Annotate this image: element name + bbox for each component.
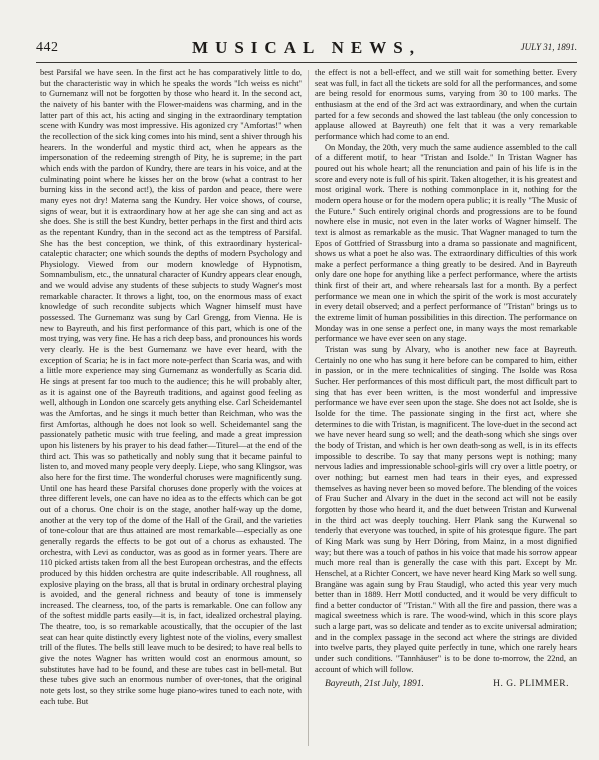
article-signoff — [315, 679, 577, 690]
dateline: Bayreuth, 21st July, 1891. — [325, 679, 424, 690]
page-number: 442 — [36, 40, 59, 55]
right-column — [315, 68, 577, 748]
page-header — [36, 26, 577, 56]
article-paragraph: the effect is not a bell-effect, and we still wait for something better. Every seat was full, in fact all the tickets are sold for all the performances, and some are being resold for enormous sums, varying from 30 to 100 marks. The enthusiasm at the end of the 3rd act was extraordinary, and when the curtain parted for a few seconds and showed the last tableau (the only concession to applause allowed at Bayreuth) one felt that it was a very remarkable performance which had come to an end. — [315, 68, 577, 141]
journal-title: MUSICAL NEWS, — [192, 38, 421, 57]
column-divider — [308, 70, 309, 746]
article-paragraph: Tristan was sung by Alvary, who is another new face at Bayreuth. Certainly no one who has sung it here before can be compared to him, either in passion, or in the mere technicalities of singing. The Isolde was Rosa Sucher. Her performances of this most difficult part, the most difficult part to sing that has ever been written, is the most wonderful and impressive performance we have ever seen upon the stage. She does not act Isolde, she is Isolde for the time. The passionate singing in the first act, where she determines to die with Tristan, is magnificent. The love-duet in the second act we have never heard sung so well; and the death-song which she sings over the body of Tristan, and which is her own death-song as well, is in its effects impossible to describe. To say that many persons wept is nothing; many nervous ladies and impressionable school-girls will cry over a little poetry, or over nothing; but earnest men had tears in their eyes, and expressed themselves as having never been so moved before. The blending of the voices of Frau Sucher and Alvary in the duet in the second act will not be easily forgotten by those who heard it, and the duet between Tristan and Kurwenal in the third act was deeply touching. Herr Plank sang the Kurwenal so tenderly that everyone was touched, in spite of his grotesque figure. The part of King Mark was sung by Herr Döring, from Mainz, in a most dignified way; but there was a touch of pathos in his voice that made his sorrow appear much more real than is generally the case with this part. Except by Mr. Henschel, at a Richter Concert, we have never heard King Mark so well sung. Brangäne was again sung by Frau Staudigl, who acted this year very much better than in 1889. Herr Mottl conducted, and it would be very difficult to find a better conductor of "Tristan." With all the fire and passion, there was a magical sweetness which is rare. The wood-wind, which in this score plays such a large part, was so delicate and tender as to excite universal admiration; and in the complex passage in the second act where the strings are divided into twelve parts, they played quite perfectly in tune, which one rarely hears under such conditions. "Tannhäuser" is to be done to-morrow, the 22nd, an account of which will follow. — [315, 345, 577, 674]
left-column — [40, 68, 302, 748]
author-signature: H. G. PLIMMER. — [493, 679, 569, 690]
header-rule — [36, 62, 577, 63]
issue-date: JULY 31, 1891. — [520, 42, 577, 52]
article-paragraph: On Monday, the 20th, very much the same audience assembled to the call of a different motif, to hear "Tristan and Isolde." In Tristan Wagner has poured out his whole heart; all the renunciation and pain of his life is in the score and every note is full of his spirit. Taken altogether, it is his greatest and most original work. There is nothing commonplace in it, nothing for the modern opera house or for the modern opera public; it is really "The Music of the Future." Such entirely original chords and progressions are to be found nowhere else in music, not even in the later works of Wagner himself. The text is almost as remarkable as the music. That Wagner managed to turn the Epos of Gottfried of Strassburg into a drama so passionate and magnificent, shows us what a poet he also was. The extraordinary difficulties of this work make a perfect performance a thing greatly to be desired. And in Bayreuth only dare one hope for anything like a perfect performance, where the artists think first of their art, and where rehearsals last for a month. By a perfect performance we mean one in which the spirit of the work is most accurately in every detail observed; and a perfect performance of "Tristan" brings us to the extreme limit of human possibilities in this direction. The performance on Monday was in one sense a perfect one, in many ways the most remarkable performance we have ever seen on any stage. — [315, 142, 577, 344]
article-paragraph: best Parsifal we have seen. In the first act he has comparatively little to do, but the characteristic way in which he speaks the words "Ich weiss es nicht" to Gurnemanz will not be forgotten by those who heard it. In the second act, the naivety of his banter with the Flower-maidens was charming, and in the latter part of this act, his acting and singing in the extraordinary temptation scene with Kundry was most impressive. His agonized cry "Amfortas!" when the recollection of the sick king comes into his mind, sent a shiver through his hearers. In the wonderful and mystic third act, when he appears as the impersonation of the redeeming strength of Pity, he is supreme; in the part which ends with the pardon of Kundry, there are tears in his voice, and at the culminating point where he kisses her on the brow (what a contrast to her burning kiss in the second act!), the kiss of pardon and peace, there were many eyes not dry! Materna sang the Kundry. Her voice shows, of course, signs of wear, but it is extraordinary how at her age she can sing and act as she does. She is still the best Kundry, better perhaps in the first and third acts as the repentant Kundry, than in the second act as the temptress of Parsifal. She has the best conception, we think, of this extraordinary hysterical-cataleptic character; one which sounds the depths of modern Psychology and Physiology. Viewed from our modern knowledge of Hypnotism, Somnambulism, etc., the unnatural character of Kundry appears clear enough, and we would advise any students of these subjects to study Wagner's most remarkable character. It throws a light, too, on the enormous mass of exact knowledge of such recondite subjects which Wagner himself must have possessed. The Gurnemanz was sung by Carl Grengg, from Vienna. He is new to Bayreuth, and his first performance of this part, which is one of the most trying, was very fine. He has a rich deep bass, and pronounces his words very clearly. He is the best Gurnemanz we have ever heard, with the exception of Scaria; he is in fact more note-perfect than Scaria was, and with a little more experience may sing Gurnemanz as wonderfully as Scaria did. He sings at present far too much to the audience; this he will probably alter, as it is against one of the Bayreuth traditions, and against good feeling as well, although in London one scarcely gets anything else. Carl Scheidemantel was the Amfortas, and he sings it much better than Reichman, who was the first Amfortas, although he does not look so well. Scheidemantel sang the passionately pathetic music with true feeling, and made a great impression upon his listeners by his prayer to his dead father—Titurel—at the end of the third act. This was so pathetically and nobly sung that it became painful to listen to, and moved many people very deeply. Liepe, who sang Klingsor, was also here for the first time. The wonderful choruses were magnificently sung. Until one has heard these Parsifal choruses done properly with the voices at three different levels, one can have no idea as to the effects which can be got out of a chorus. One choir is on the stage, another half-way up the dome, another at the very top of the dome of the Hall of the Grail, and the varieties of tone-colour that are thus attained are most remarkable—especially as one generally regards the effects to be got out of a chorus as exhausted. The orchestra, with Levi as conductor, was as good as in former years. There are 110 picked artists taken from all the best European orchestras, and the effects produced by this hidden orchestra are quite indescribable. All roughness, all explosive playing on the brass, all that is brutal in ordinary orchestral playing is avoided, and the general richness and beauty of tone is immensely increased. The clearness, too, of the parts is remarkable. One can follow any of the softest middle parts easily—it is, in fact, idealized orchestral playing. The theatre, too, is so remarkable acoustically, that the occupier of the last seat can hear quite distinctly every lightest note of the violins, every smallest trill of the flutes. The bells still leave much to be desired; to have real bells to give the notes Wagner has written would cost an enormous amount, so substitutes have had to be found, and these are tubes cast in bell-metal. But these tubes give such an enormous number of over-tones, that the original note gets lost, so they strike some huge piano-wires tuned to each note, with each tube. But — [40, 68, 302, 706]
